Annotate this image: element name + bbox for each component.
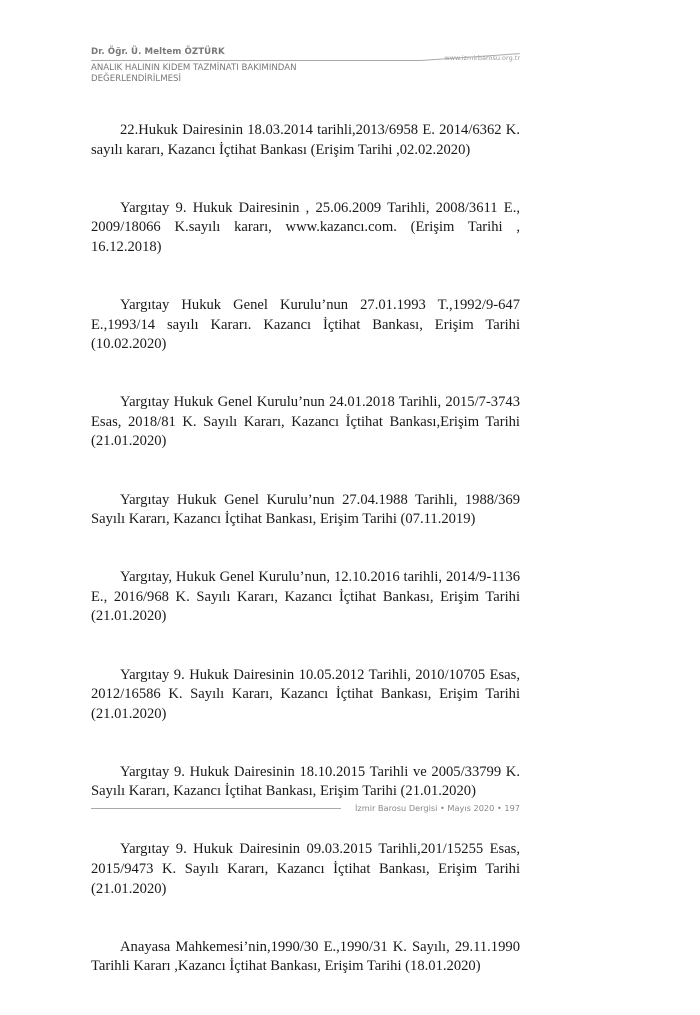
header-article-title	[91, 63, 297, 85]
header-divider	[91, 60, 421, 61]
reference-item: Yargıtay 9. Hukuk Dairesinin 09.03.2015 Tarihli,201/15255 Esas, 2015/9473 K. Sayılı Kararı, Kazancı İçtihat Bankası, Erişim Tarihi (21.01.2020)	[91, 841, 520, 897]
reference-item: Yargıtay, Hukuk Genel Kurulu’nun, 12.10.2016 tarihli, 2014/9-1136 E., 2016/968 K. Sayılı Kararı, Kazancı İçtihat Bankası, Erişim Tarihi (21.01.2020)	[91, 569, 520, 625]
footer-divider	[91, 808, 341, 809]
reference-list	[91, 121, 520, 1015]
reference-item: Anayasa Mahkemesi’nin,1990/30 E.,1990/31 K. Sayılı, 29.11.1990 Tarihli Kararı ,Kazancı İçtihat Bankası, Erişim Tarihi (18.01.2020)	[91, 938, 520, 975]
reference-item: Yargıtay 9. Hukuk Dairesinin , 25.06.2009 Tarihli, 2008/3611 E., 2009/18066 K.sayılı kararı, www.kazancı.com. (Erişim Tarihi , 16.12.2018)	[91, 199, 520, 255]
reference-item: 22.Hukuk Dairesinin 18.03.2014 tarihli,2013/6958 E. 2014/6362 K. sayılı kararı, Kazancı İçtihat Bankası (Erişim Tarihi ,02.02.2020)	[91, 122, 520, 158]
page-footer	[91, 803, 520, 817]
reference-item: Yargıtay Hukuk Genel Kurulu’nun 24.01.2018 Tarihli, 2015/7-3743 Esas, 2018/81 K. Sayılı Kararı, Kazancı İçtihat Bankası,Erişim Tarihi (21.01.2020)	[91, 394, 520, 450]
header-title-line-1: ANALIK HALININ KIDEM TAZMİNATI BAKIMINDAN	[91, 63, 297, 73]
reference-item: Yargıtay 9. Hukuk Dairesinin 10.05.2012 Tarihli, 2010/10705 Esas, 2012/16586 K. Sayılı Kararı, Kazancı İçtihat Bankası, Erişim Tarihi (21.01.2020)	[91, 666, 520, 722]
footer-journal-page: İzmir Barosu Dergisi • Mayıs 2020 • 197	[355, 803, 520, 813]
reference-item: Yargıtay Hukuk Genel Kurulu’nun 27.01.1993 T.,1992/9-647 E.,1993/14 sayılı Kararı. Kazancı İçtihat Bankası, Erişim Tarihi (10.02.2020)	[91, 296, 520, 353]
header-author: Dr. Öğr. Ü. Meltem ÖZTÜRK	[91, 47, 225, 57]
reference-item: Yargıtay 9. Hukuk Dairesinin 18.10.2015 Tarihli ve 2005/33799 K. Sayılı Kararı, Kazancı İçtihat Bankası, Erişim Tarihi (21.01.2020)	[91, 763, 520, 800]
header-title-line-2: DEĞERLENDİRİLMESİ	[91, 74, 182, 84]
page-header	[91, 47, 520, 92]
reference-item: Yargıtay Hukuk Genel Kurulu’nun 27.04.1988 Tarihli, 1988/369 Sayılı Kararı, Kazancı İçtihat Bankası, Erişim Tarihi (07.11.2019)	[91, 491, 520, 528]
header-website: www.izmirbarosu.org.tr	[444, 54, 520, 62]
